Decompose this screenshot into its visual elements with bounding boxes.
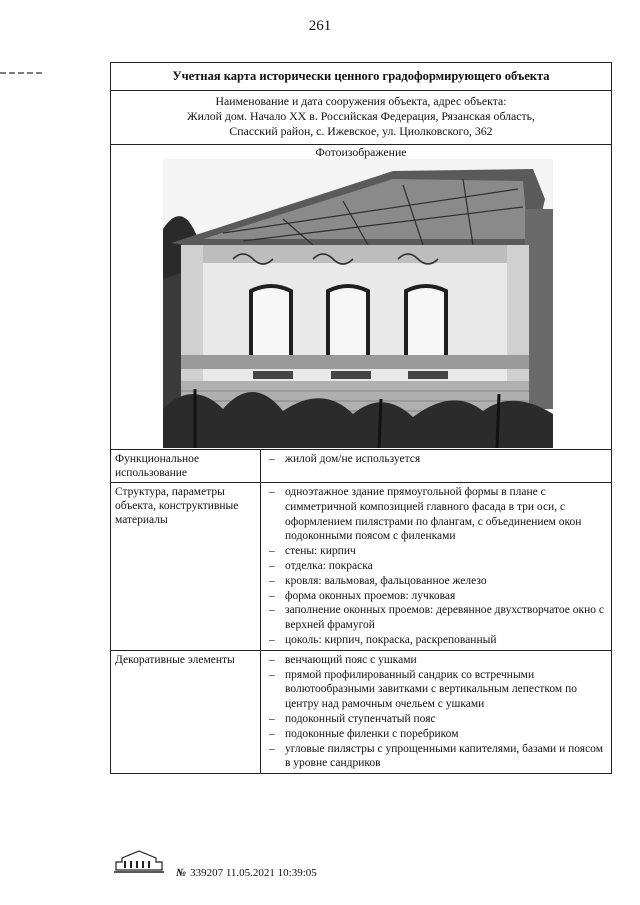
page-number: 261 bbox=[308, 18, 332, 34]
footer-doc-info bbox=[176, 867, 317, 879]
number-sign: № bbox=[176, 867, 187, 879]
name-line-2: Жилой дом. Начало XX в. Российская Федерация, Рязанская область, bbox=[187, 109, 535, 123]
row-label-function: Функциональное использование bbox=[111, 450, 261, 483]
photo-cell bbox=[111, 145, 612, 450]
building-photo bbox=[163, 159, 553, 448]
card-title: Учетная карта исторически ценного градоформирующего объекта bbox=[111, 63, 612, 91]
list-item: – подоконный ступенчатый пояс bbox=[265, 712, 609, 727]
row-label-structure: Структура, параметры объекта, конструктивные материалы bbox=[111, 483, 261, 651]
doc-number-date: 339207 11.05.2021 10:39:05 bbox=[190, 867, 317, 879]
list-item: – угловые пилястры с упрощенными капителями, базами и поясом в уровне сандриков bbox=[265, 742, 609, 772]
list-item: – отделка: покраска bbox=[265, 559, 609, 574]
list-item: – подоконные филенки с поребриком bbox=[265, 727, 609, 742]
list-item: – цоколь: кирпич, покраска, раскрепованный bbox=[265, 633, 609, 648]
list-item: – форма оконных проемов: лучковая bbox=[265, 589, 609, 604]
list-item: – жилой дом/не используется bbox=[265, 452, 609, 467]
list-item: – одноэтажное здание прямоугольной формы в плане с симметричной композицией главного фасада в три оси, с оформлением пилястрами по флангам, с объединением окон подоконными поясом с филенками bbox=[265, 485, 609, 544]
list-item: – кровля: вальмовая, фальцованное железо bbox=[265, 574, 609, 589]
registration-card-table bbox=[110, 62, 612, 774]
footer-building-logo bbox=[114, 848, 164, 874]
name-line-3: Спасский район, с. Ижевское, ул. Циолковского, 362 bbox=[229, 124, 493, 138]
object-name-address bbox=[111, 91, 612, 145]
row-content-structure bbox=[261, 483, 612, 651]
list-item: – венчающий пояс с ушками bbox=[265, 653, 609, 668]
photo-caption: Фотоизображение bbox=[315, 145, 407, 159]
name-line-1: Наименование и дата сооружения объекта, адрес объекта: bbox=[215, 94, 507, 108]
row-label-decor: Декоративные элементы bbox=[111, 650, 261, 773]
list-item: – заполнение оконных проемов: деревянное двухстворчатое окно с верхней фрамугой bbox=[265, 603, 609, 633]
row-content-decor bbox=[261, 650, 612, 773]
scan-margin-mark bbox=[0, 72, 42, 74]
row-content-function bbox=[261, 450, 612, 483]
list-item: – прямой профилированный сандрик со встречными волютообразными завитками с вертикальным лепестком по центру над рамочным очельем с ушками bbox=[265, 668, 609, 712]
list-item: – стены: кирпич bbox=[265, 544, 609, 559]
